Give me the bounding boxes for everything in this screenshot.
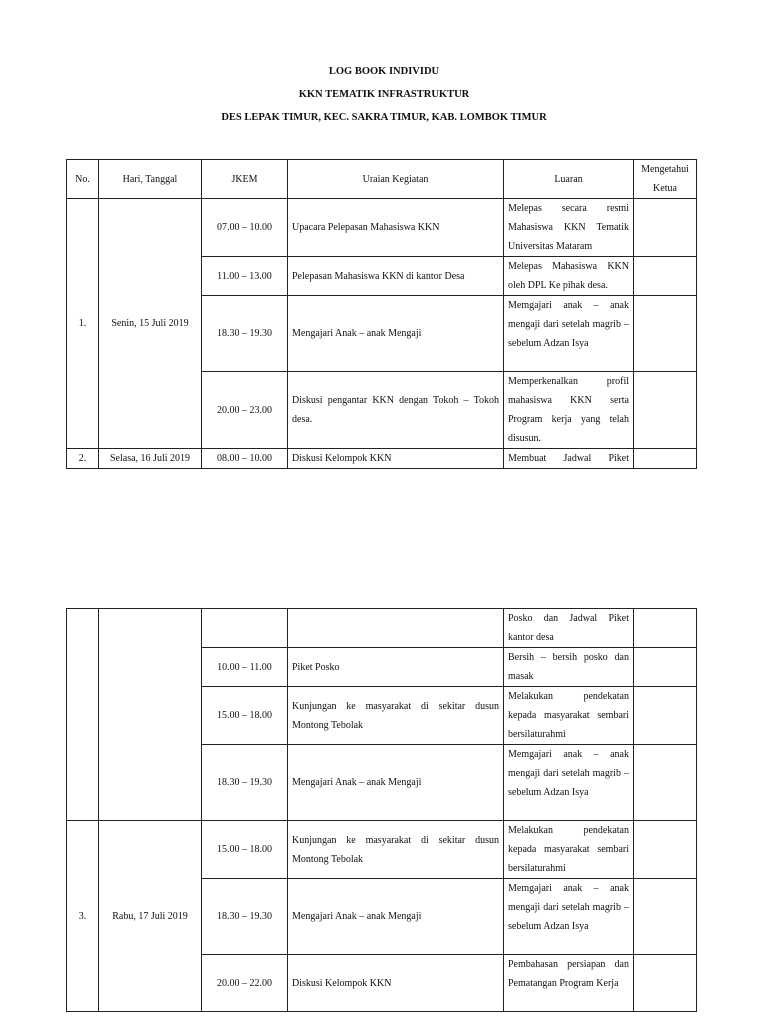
header-no: No.	[67, 160, 99, 199]
row-time: 20.00 – 22.00	[202, 955, 288, 1012]
row-signature-cell	[634, 745, 697, 821]
row-signature-cell	[634, 449, 697, 469]
row-output: Memgajari anak – anak mengaji dari setelah magrib – sebelum Adzan Isya	[504, 745, 634, 821]
row-output: Melepas Mahasiswa KKN oleh DPL Ke pihak desa.	[504, 257, 634, 296]
row-time	[202, 609, 288, 648]
logbook-table-page2	[66, 608, 697, 1012]
row-activity: Kunjungan ke masyarakat di sekitar dusun Montong Tebolak	[288, 821, 504, 879]
doc-subtitle: KKN TEMATIK INFRASTRUKTUR	[298, 89, 470, 100]
row-signature-cell	[634, 609, 697, 648]
row-output: Memperkenalkan profil mahasiswa KKN serta Program kerja yang telah disusun.	[504, 372, 634, 449]
row-activity	[288, 609, 504, 648]
row-signature-cell	[634, 879, 697, 955]
table-row	[67, 449, 697, 469]
row-activity: Diskusi pengantar KKN dengan Tokoh – Tokoh desa.	[288, 372, 504, 449]
row-signature-cell	[634, 296, 697, 372]
row-output: Membuat Jadwal Piket	[504, 449, 634, 469]
row-activity: Kunjungan ke masyarakat di sekitar dusun Montong Tebolak	[288, 687, 504, 745]
header-jkem: JKEM	[202, 160, 288, 199]
row-activity: Diskusi Kelompok KKN	[288, 449, 504, 469]
doc-title: LOG BOOK INDIVIDU	[328, 66, 440, 77]
row-time: 15.00 – 18.00	[202, 687, 288, 745]
row-number	[67, 609, 99, 821]
row-date	[99, 609, 202, 821]
row-signature-cell	[634, 648, 697, 687]
header-uraian: Uraian Kegiatan	[288, 160, 504, 199]
table-row	[67, 609, 697, 648]
row-time: 15.00 – 18.00	[202, 821, 288, 879]
row-time: 20.00 – 23.00	[202, 372, 288, 449]
logbook-table-page1	[66, 159, 697, 469]
row-date: Senin, 15 Juli 2019	[99, 199, 202, 449]
row-activity: Mengajari Anak – anak Mengaji	[288, 879, 504, 955]
row-activity: Upacara Pelepasan Mahasiswa KKN	[288, 199, 504, 257]
row-number: 1.	[67, 199, 99, 449]
row-output: Melakukan pendekatan kepada masyarakat sembari bersilaturahmi	[504, 821, 634, 879]
row-time: 18.30 – 19.30	[202, 296, 288, 372]
header-mengetahui: Mengetahui Ketua	[634, 160, 697, 199]
row-signature-cell	[634, 199, 697, 257]
row-signature-cell	[634, 257, 697, 296]
row-signature-cell	[634, 372, 697, 449]
row-output: Memgajari anak – anak mengaji dari setelah magrib – sebelum Adzan Isya	[504, 879, 634, 955]
table-header-row	[67, 160, 697, 199]
row-output: Melakukan pendekatan kepada masyarakat sembari bersilaturahmi	[504, 687, 634, 745]
row-time: 10.00 – 11.00	[202, 648, 288, 687]
table-row	[67, 199, 697, 257]
row-number: 2.	[67, 449, 99, 469]
header-hari-tanggal: Hari, Tanggal	[99, 160, 202, 199]
row-activity: Piket Posko	[288, 648, 504, 687]
row-time: 18.30 – 19.30	[202, 745, 288, 821]
doc-location: DES LEPAK TIMUR, KEC. SAKRA TIMUR, KAB. LOMBOK TIMUR	[221, 112, 547, 123]
row-date: Selasa, 16 Juli 2019	[99, 449, 202, 469]
row-activity: Pelepasan Mahasiswa KKN di kantor Desa	[288, 257, 504, 296]
row-time: 11.00 – 13.00	[202, 257, 288, 296]
row-signature-cell	[634, 687, 697, 745]
row-output: Pembahasan persiapan dan Pematangan Program Kerja	[504, 955, 634, 1012]
document-header	[0, 64, 768, 133]
row-activity: Diskusi Kelompok KKN	[288, 955, 504, 1012]
row-output: Melepas secara resmi Mahasiswa KKN Tematik Universitas Mataram	[504, 199, 634, 257]
row-time: 07.00 – 10.00	[202, 199, 288, 257]
row-output: Bersih – bersih posko dan masak	[504, 648, 634, 687]
row-activity: Mengajari Anak – anak Mengaji	[288, 745, 504, 821]
row-output: Memgajari anak – anak mengaji dari setelah magrib – sebelum Adzan Isya	[504, 296, 634, 372]
row-signature-cell	[634, 821, 697, 879]
row-time: 18.30 – 19.30	[202, 879, 288, 955]
row-output: Posko dan Jadwal Piket kantor desa	[504, 609, 634, 648]
table-row	[67, 821, 697, 879]
row-number: 3.	[67, 821, 99, 1012]
row-signature-cell	[634, 955, 697, 1012]
header-luaran: Luaran	[504, 160, 634, 199]
row-time: 08.00 – 10.00	[202, 449, 288, 469]
row-activity: Mengajari Anak – anak Mengaji	[288, 296, 504, 372]
row-date: Rabu, 17 Juli 2019	[99, 821, 202, 1012]
